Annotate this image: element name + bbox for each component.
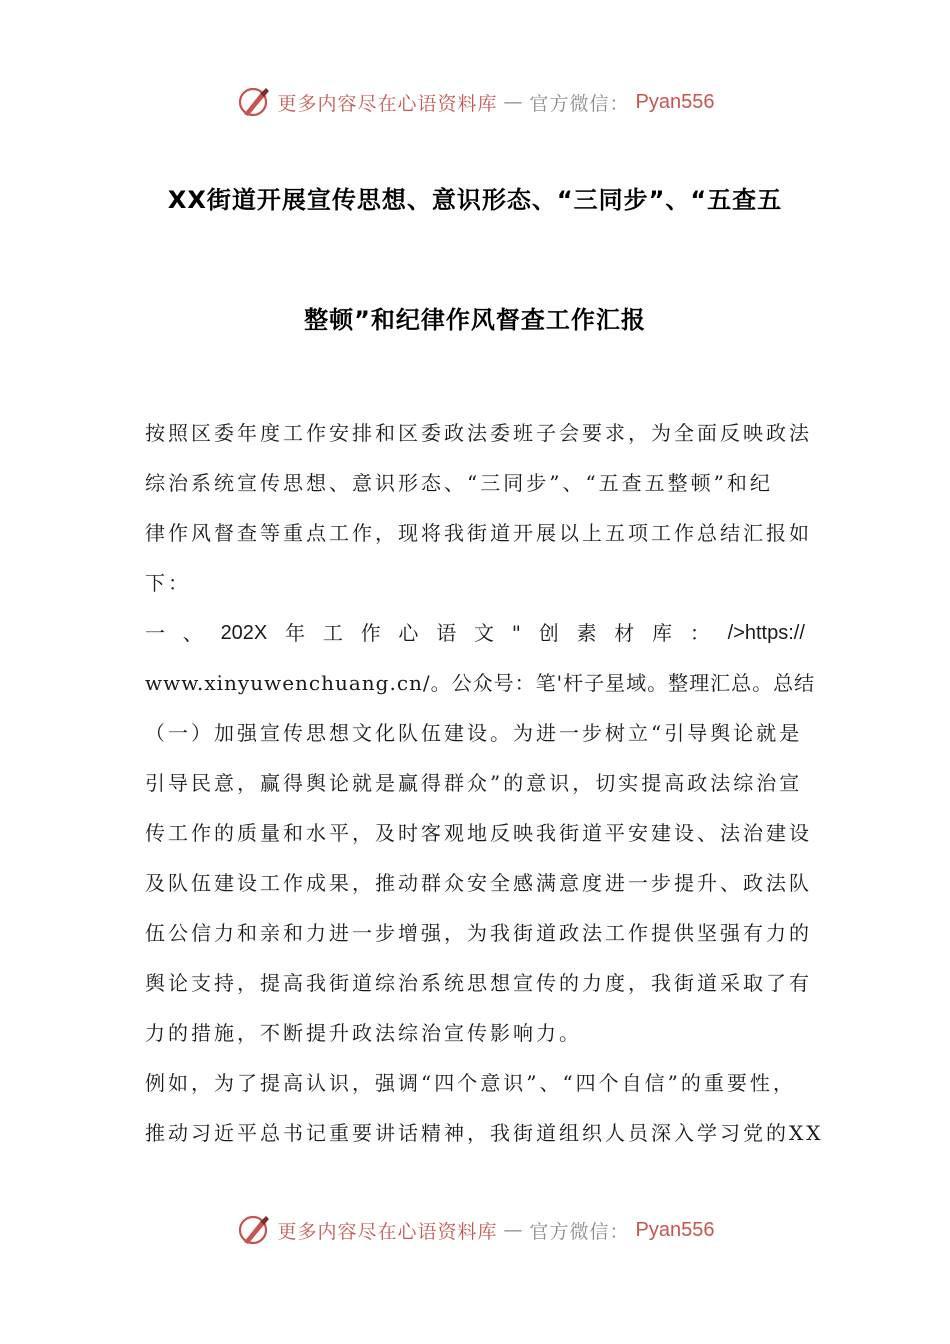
- body-line: 例如，为了提高认识，强调“四个意识”、“四个自信”的重要性，: [145, 1071, 796, 1095]
- section-heading: [145, 614, 805, 664]
- heading-token: 202X: [220, 622, 268, 644]
- document-title-line-2: 整顿”和纪律作风督查工作汇报: [304, 306, 646, 334]
- body-line: 力的措施，不断提升政法综治宣传影响力。: [145, 1021, 582, 1045]
- body-line: 下：: [145, 571, 191, 595]
- body-line: 综治系统宣传思想、意识形态、“三同步”、“五查五整顿”和纪: [145, 471, 773, 495]
- watermark-wechat-id: Pyan556: [635, 90, 715, 113]
- document-title-line-1: XX街道开展宣传思想、意识形态、“三同步”、“五查五: [167, 186, 783, 214]
- watermark-slogan: 更多内容尽在心语资料库: [277, 92, 498, 115]
- watermark-contact-label: 官方微信：: [529, 1220, 630, 1243]
- body-line: 推动习近平总书记重要讲话精神，我街道组织人员深入学习党的XX: [145, 1121, 824, 1145]
- body-line: （一）加强宣传思想文化队伍建设。为进一步树立“引导舆论就是: [145, 721, 803, 745]
- pen-logo-icon: [236, 84, 272, 120]
- header-watermark: [0, 82, 950, 122]
- heading-token: 素: [576, 621, 597, 645]
- watermark-wechat-id: Pyan556: [635, 1218, 715, 1241]
- watermark-separator: —: [503, 91, 524, 113]
- heading-token: 作: [360, 621, 381, 645]
- heading-token: 材: [614, 621, 635, 645]
- section-line-2: www.xinyuwenchuang.cn/。公众号：笔'杆子星域。整理汇总。总结: [145, 671, 816, 695]
- footer-watermark: [0, 1210, 950, 1250]
- heading-token: 、: [182, 621, 203, 645]
- body-line: 引导民意，赢得舆论就是赢得群众”的意识，切实提高政法综治宣: [145, 771, 803, 795]
- heading-token: 年: [285, 621, 306, 645]
- body-line: 及队伍建设工作成果，推动群众安全感满意度进一步提升、政法队: [145, 871, 812, 895]
- heading-token: ": [511, 621, 521, 645]
- body-line: 舆论支持，提高我街道综治系统思想宣传的力度，我街道采取了有: [145, 971, 812, 995]
- body-line: 传工作的质量和水平，及时客观地反映我街道平安建设、法治建设: [145, 821, 812, 845]
- heading-url-token: />https://: [727, 622, 805, 644]
- heading-token: 创: [538, 621, 559, 645]
- watermark-separator: —: [503, 1219, 524, 1241]
- heading-token: 工: [322, 621, 343, 645]
- heading-token: 一: [145, 621, 165, 645]
- body-line: 律作风督查等重点工作，现将我街道开展以上五项工作总结汇报如: [145, 521, 812, 545]
- heading-token: 库: [652, 621, 673, 645]
- heading-token: 语: [436, 621, 457, 645]
- pen-logo-icon: [236, 1212, 272, 1248]
- heading-token: 心: [398, 621, 419, 645]
- watermark-slogan: 更多内容尽在心语资料库: [277, 1220, 498, 1243]
- watermark-contact-label: 官方微信：: [529, 92, 630, 115]
- heading-token: 文: [473, 621, 494, 645]
- heading-token: ：: [689, 621, 710, 645]
- body-line: 按照区委年度工作安排和区委政法委班子会要求，为全面反映政法: [145, 421, 812, 445]
- document-body: [145, 414, 824, 1164]
- body-line: 伍公信力和亲和力进一步增强，为我街道政法工作提供坚强有力的: [145, 921, 812, 945]
